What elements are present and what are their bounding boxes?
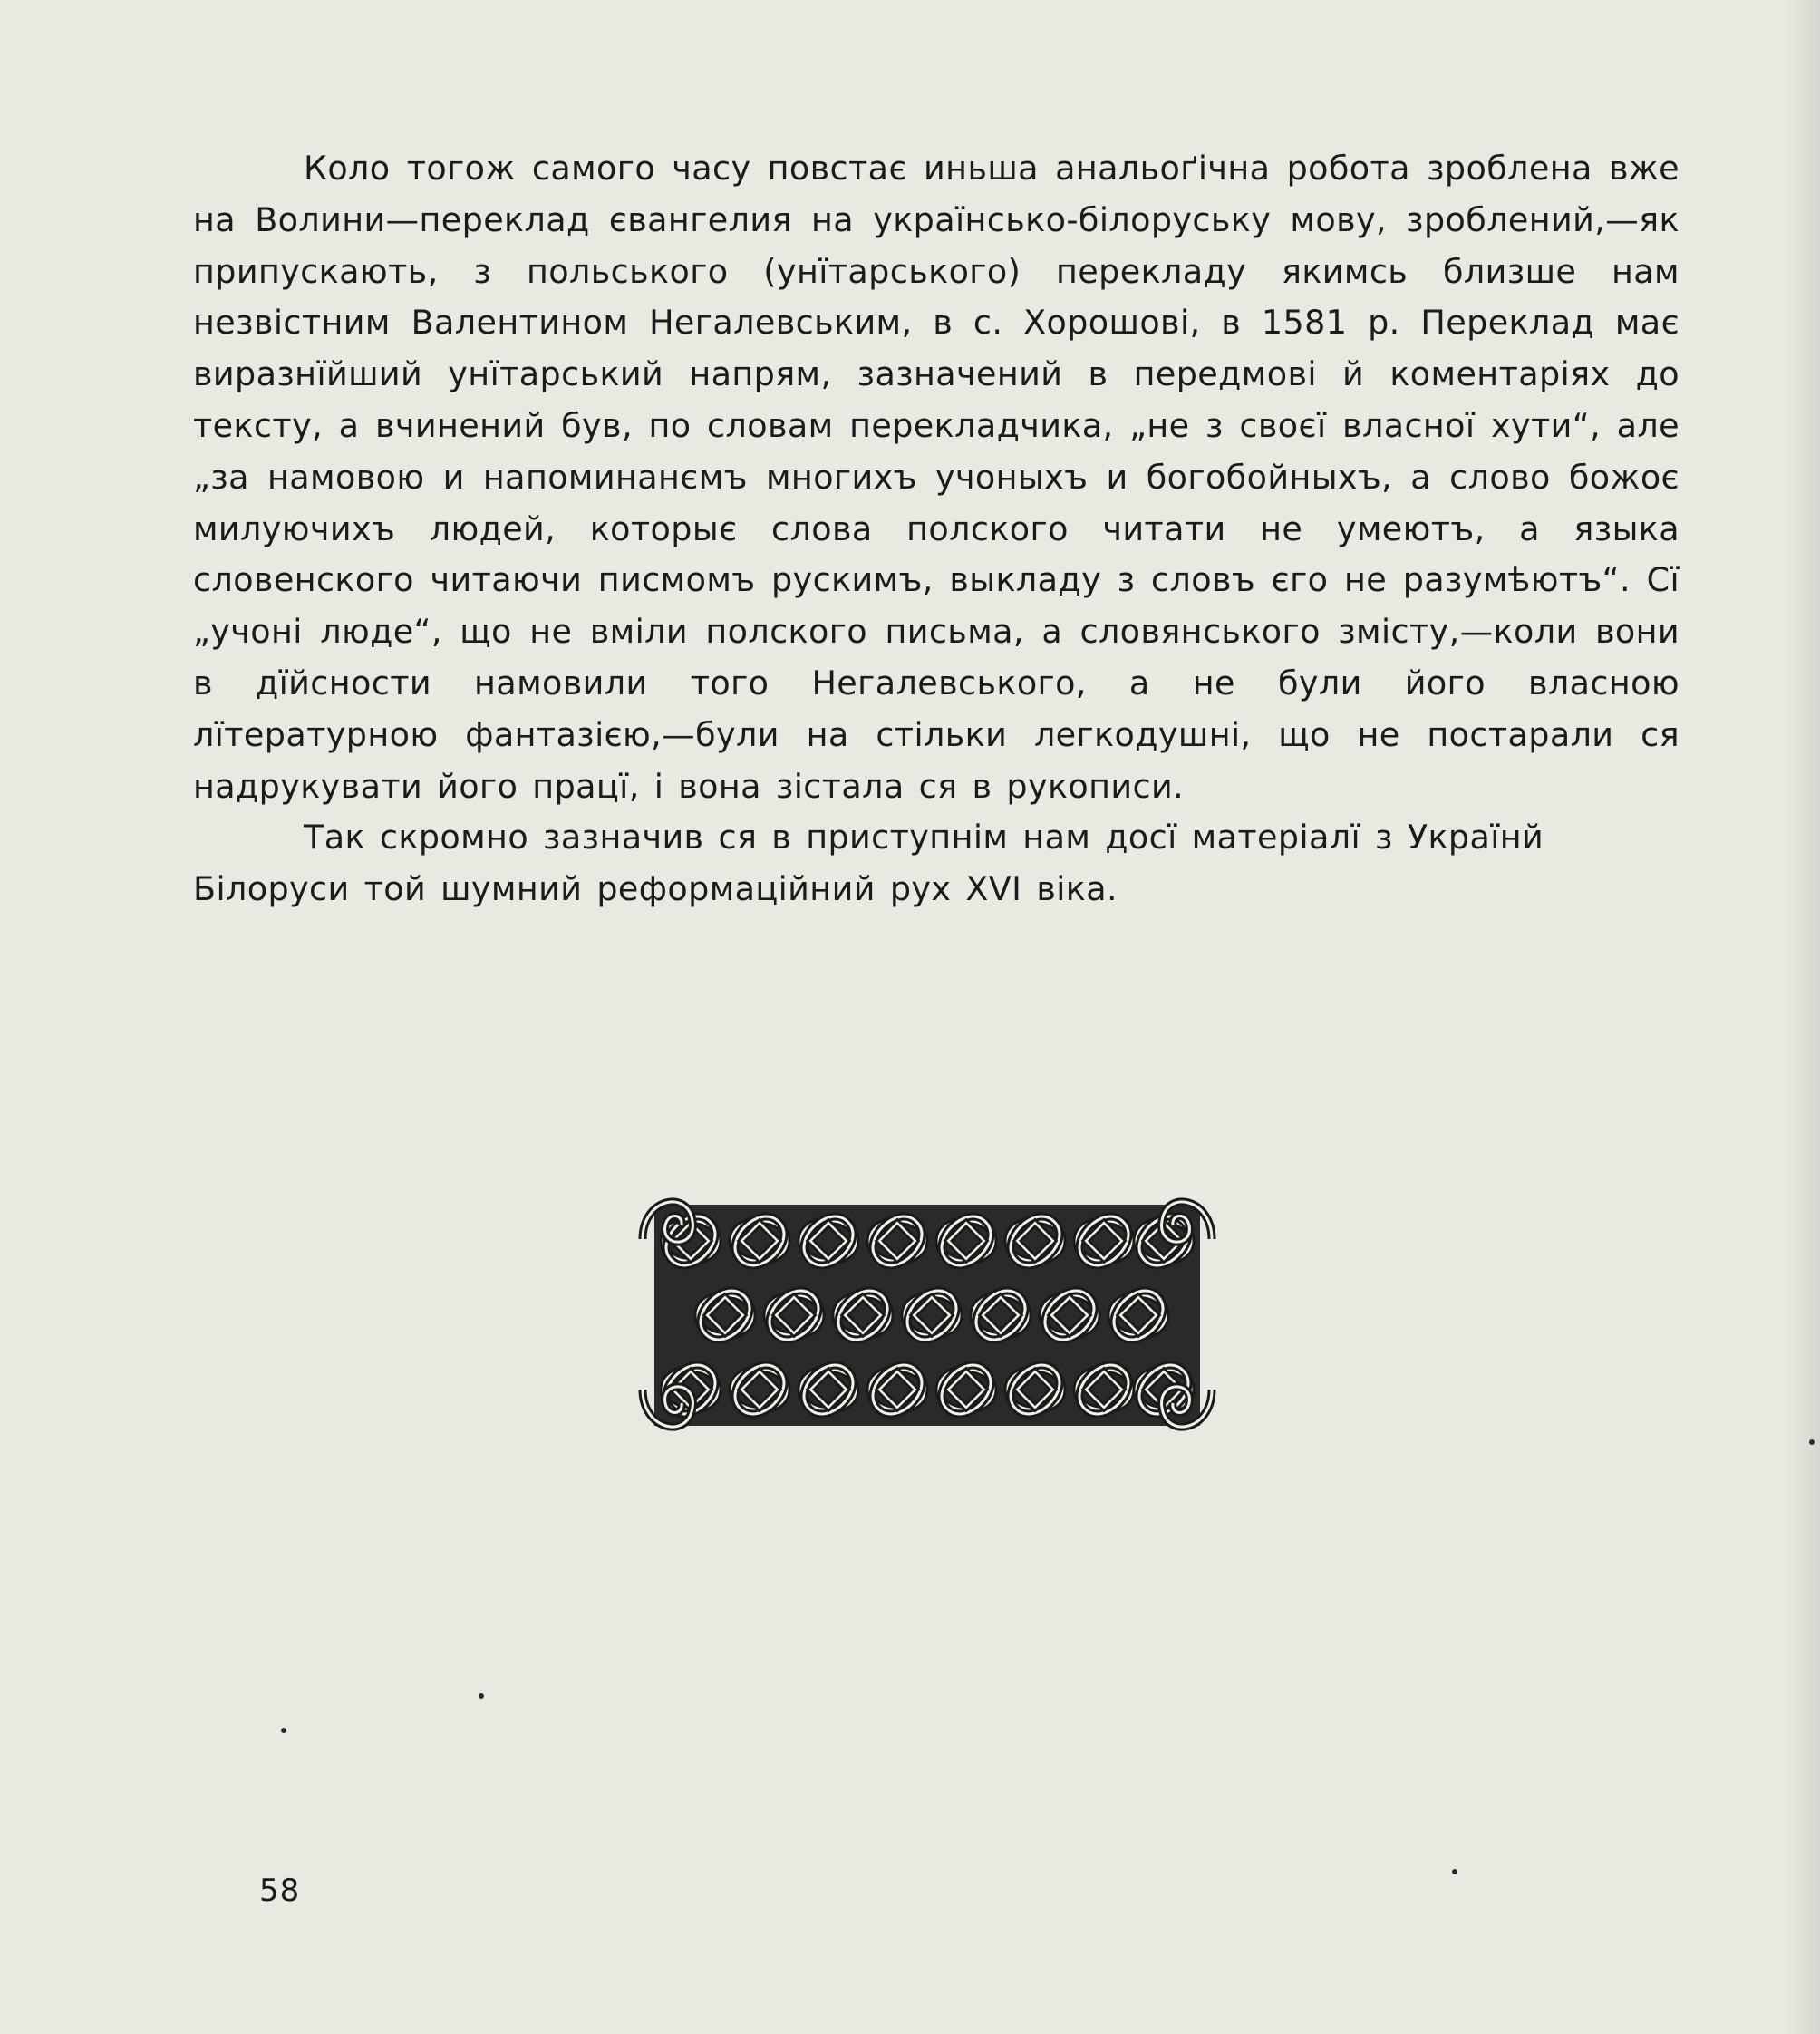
paragraph-1: Коло тогож самого часу повстає иньша анальоґічна робота зроблена вже на Волини—переклад євангелия на українсько-білоруську мову, зроблений,—як припускають, з польського (унїтарського) перекладу якимсь близше нам незвістним Валентином Негалевським, в с. Хорошові, в 1581 р. Переклад має виразнїйший унїтарський напрям, зазначений в передмові й коментаріях до тексту, а вчинений був, по словам перекладчика, „не з своєї власної хути“, але „за намовою и напоминанємъ многихъ учоныхъ и богобойныхъ, а слово божоє милуючихъ людей, которыє слова полского читати не умеютъ, а языка словенского читаючи писмомъ рускимъ, выкладу з словъ єго не разумѣютъ“. Сї „учоні люде“, що не вміли полского письма, а словянського змісту,—коли вони в дїйсности намовили того Негалевського, а не були його власною лїтературною фантазією,—були на стільки легкодушні, що не постарали ся надрукувати його працї, і вона зістала ся в рукописи. [193,149,1680,806]
interlace-ornament [638,1185,1216,1444]
paper-speck [479,1693,484,1699]
main-text [193,143,1680,915]
paragraph-2: Так скромно зазначив ся в приступнім нам досї матеріалї з Українй Білоруси той шумний реформаційний рух XVI віка. [193,818,1544,909]
page-edge-shadow [1784,0,1820,2034]
page-number: 58 [259,1873,301,1909]
paper-speck [281,1728,286,1733]
paper-speck [1452,1869,1457,1874]
paper-speck [1809,1439,1815,1445]
